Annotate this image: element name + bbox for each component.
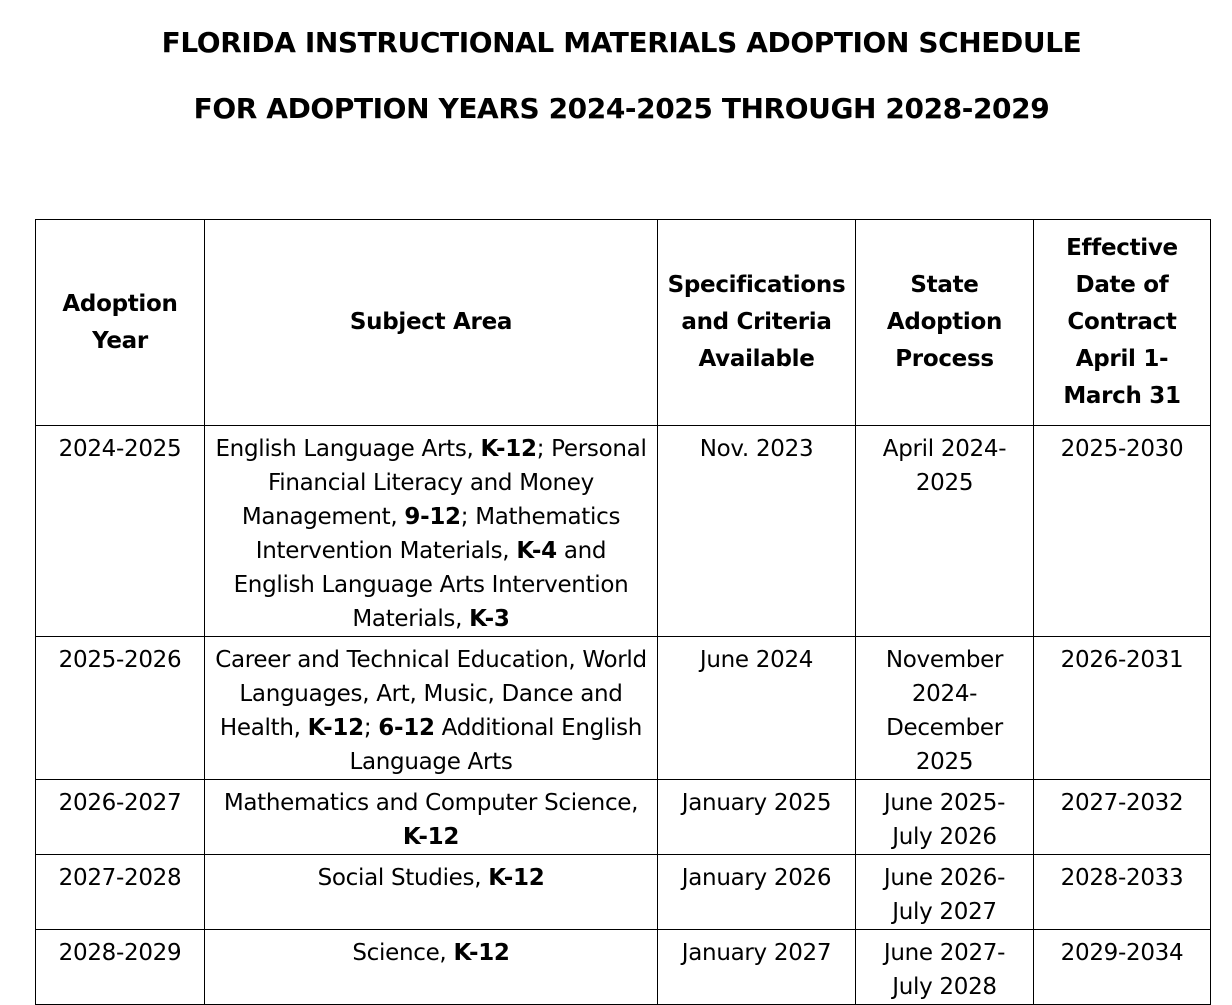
cell-adoption-year: 2025-2026: [36, 637, 205, 780]
header-state-adoption: State Adoption Process: [856, 220, 1034, 426]
cell-state-adoption: June 2025-July 2026: [856, 780, 1034, 855]
subject-text: Social Studies,: [317, 865, 489, 891]
header-subject-area: Subject Area: [205, 220, 658, 426]
header-specifications: Specifications and Criteria Available: [658, 220, 856, 426]
header-row: [36, 220, 1211, 426]
cell-effective-date: 2026-2031: [1034, 637, 1211, 780]
cell-subject-area: [205, 426, 658, 637]
cell-subject-area: [205, 855, 658, 930]
cell-subject-area: [205, 930, 658, 1005]
cell-subject-area: [205, 780, 658, 855]
cell-effective-date: 2029-2034: [1034, 930, 1211, 1005]
header-adoption-year: Adoption Year: [36, 220, 205, 426]
header-effective-date: Effective Date of Contract April 1-March 31: [1034, 220, 1211, 426]
subject-text: and English Language Arts Intervention Materials,: [233, 538, 629, 632]
document-title: FLORIDA INSTRUCTIONAL MATERIALS ADOPTION SCHEDULE: [161, 26, 1082, 59]
grade-range: 6-12: [378, 715, 435, 741]
cell-subject-area: [205, 637, 658, 780]
grade-range: K-12: [402, 824, 460, 850]
subject-text: Additional English Language Arts: [349, 715, 643, 775]
table-row: [36, 780, 1211, 855]
grade-range: K-12: [453, 940, 510, 966]
grade-range: K-3: [469, 606, 510, 632]
document-subtitle: FOR ADOPTION YEARS 2024-2025 THROUGH 2028-2029: [193, 92, 1050, 125]
subject-text: ;: [363, 715, 379, 741]
cell-specifications: January 2026: [658, 855, 856, 930]
table-row: [36, 855, 1211, 930]
cell-specifications: January 2025: [658, 780, 856, 855]
table-row: [36, 637, 1211, 780]
grade-range: K-4: [516, 538, 557, 564]
cell-adoption-year: 2026-2027: [36, 780, 205, 855]
subject-text: ; Personal Financial Literacy and Money Management,: [241, 436, 647, 530]
grade-range: K-12: [307, 715, 364, 741]
cell-adoption-year: 2028-2029: [36, 930, 205, 1005]
grade-range: K-12: [488, 865, 545, 891]
cell-adoption-year: 2024-2025: [36, 426, 205, 637]
subject-text: Science,: [352, 940, 454, 966]
cell-state-adoption: November 2024-December 2025: [856, 637, 1034, 780]
grade-range: K-12: [480, 436, 537, 462]
table-row: [36, 426, 1211, 637]
subject-text: Mathematics and Computer Science,: [223, 790, 639, 816]
cell-state-adoption: April 2024-2025: [856, 426, 1034, 637]
table-row: [36, 930, 1211, 1005]
grade-range: 9-12: [404, 504, 461, 530]
cell-effective-date: 2027-2032: [1034, 780, 1211, 855]
subject-text: Career and Technical Education, World Languages, Art, Music, Dance and Health,: [215, 647, 647, 741]
adoption-schedule-table: [35, 219, 1211, 1005]
cell-effective-date: 2028-2033: [1034, 855, 1211, 930]
cell-specifications: Nov. 2023: [658, 426, 856, 637]
cell-specifications: January 2027: [658, 930, 856, 1005]
cell-effective-date: 2025-2030: [1034, 426, 1211, 637]
subject-text: English Language Arts,: [215, 436, 481, 462]
cell-state-adoption: June 2027-July 2028: [856, 930, 1034, 1005]
subject-text: ; Mathematics Intervention Materials,: [255, 504, 621, 564]
cell-specifications: June 2024: [658, 637, 856, 780]
cell-state-adoption: June 2026-July 2027: [856, 855, 1034, 930]
cell-adoption-year: 2027-2028: [36, 855, 205, 930]
